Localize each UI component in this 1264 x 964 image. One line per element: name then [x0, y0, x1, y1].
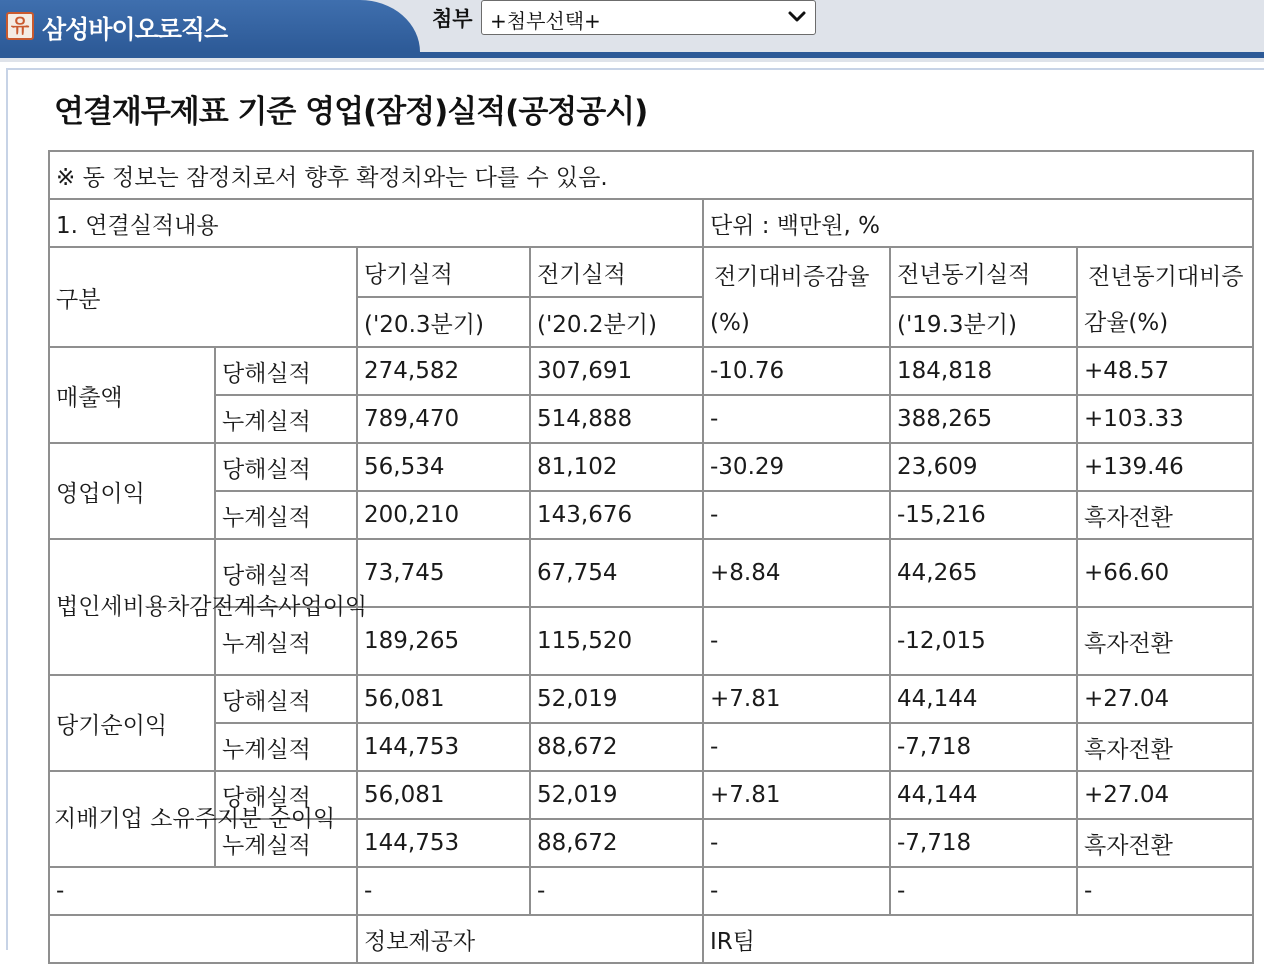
row-type: 누계실적: [215, 723, 357, 771]
row-type: 누계실적: [215, 607, 357, 675]
cell-last-year: -12,015: [890, 607, 1077, 675]
cell-yoy: 흑자전환: [1077, 819, 1253, 867]
cell-previous: 88,672: [530, 723, 703, 771]
cell-yoy: 흑자전환: [1077, 607, 1253, 675]
header-divider: [0, 52, 1264, 58]
cell-yoy: +66.60: [1077, 539, 1253, 607]
notice-cell: ※ 동 정보는 잠정치로서 향후 확정치와는 다를 수 있음.: [49, 151, 1253, 199]
notice-row: [49, 151, 1253, 199]
chevron-down-icon: [788, 8, 806, 26]
cell-qoq: +7.81: [703, 675, 890, 723]
cell-yoy: +27.04: [1077, 771, 1253, 819]
empty-current: -: [357, 867, 530, 915]
results-table: [48, 150, 1254, 964]
row-label: 지배기업 소유주지분 순이익: [49, 771, 215, 867]
cell-previous: 52,019: [530, 675, 703, 723]
provider-value: IR팀: [703, 915, 1253, 963]
provider-row: [49, 915, 1253, 963]
cell-qoq: +7.81: [703, 771, 890, 819]
company-name[interactable]: 삼성바이오로직스: [42, 15, 228, 44]
row-type: 당해실적: [215, 443, 357, 491]
cell-yoy: 흑자전환: [1077, 491, 1253, 539]
cell-qoq: -30.29: [703, 443, 890, 491]
header-last-year-period: ('19.3분기): [890, 297, 1077, 347]
cell-previous: 115,520: [530, 607, 703, 675]
row-label: 매출액: [49, 347, 215, 443]
header-current-period: ('20.3분기): [357, 297, 530, 347]
header-previous: 전기실적: [530, 247, 703, 297]
row-type: 누계실적: [215, 395, 357, 443]
attach-select-value: +첨부선택+: [490, 9, 601, 33]
cell-previous: 88,672: [530, 819, 703, 867]
table-row: [49, 491, 1253, 539]
cell-qoq: -: [703, 607, 890, 675]
row-label: 영업이익: [49, 443, 215, 539]
table-row: [49, 771, 1253, 819]
cell-last-year: 23,609: [890, 443, 1077, 491]
row-type: 당해실적: [215, 771, 357, 819]
cell-qoq: -: [703, 723, 890, 771]
cell-last-year: -7,718: [890, 819, 1077, 867]
cell-previous: 81,102: [530, 443, 703, 491]
top-bar: [0, 0, 1264, 62]
cell-last-year: 184,818: [890, 347, 1077, 395]
cell-yoy: +27.04: [1077, 675, 1253, 723]
cell-last-year: 44,144: [890, 771, 1077, 819]
row-label: 법인세비용차감전계속사업이익: [49, 539, 215, 675]
header-yoy: [1077, 247, 1253, 347]
row-type: 누계실적: [215, 491, 357, 539]
header-current: 당기실적: [357, 247, 530, 297]
cell-current: 56,081: [357, 675, 530, 723]
cell-qoq: -: [703, 819, 890, 867]
cell-qoq: -: [703, 395, 890, 443]
cell-current: 200,210: [357, 491, 530, 539]
row-type: 당해실적: [215, 675, 357, 723]
provider-blank: [49, 915, 357, 963]
cell-last-year: 44,265: [890, 539, 1077, 607]
cell-qoq: -10.76: [703, 347, 890, 395]
cell-previous: 307,691: [530, 347, 703, 395]
cell-previous: 52,019: [530, 771, 703, 819]
header-last-year: 전년동기실적: [890, 247, 1077, 297]
row-type: 당해실적: [215, 539, 357, 607]
table-row: [49, 539, 1253, 607]
company-tab: [0, 0, 420, 52]
cell-yoy: 흑자전환: [1077, 723, 1253, 771]
cell-current: 189,265: [357, 607, 530, 675]
cell-last-year: 388,265: [890, 395, 1077, 443]
header-yoy-top: 전년동기대비증: [1088, 264, 1244, 290]
header-qoq-bottom: (%): [710, 310, 750, 336]
cell-yoy: +139.46: [1077, 443, 1253, 491]
cell-current: 274,582: [357, 347, 530, 395]
cell-qoq: -: [703, 491, 890, 539]
cell-previous: 67,754: [530, 539, 703, 607]
section-cell: 1. 연결실적내용: [49, 199, 703, 247]
empty-row: [49, 867, 1253, 915]
attach-select[interactable]: [481, 0, 816, 35]
table-row: [49, 443, 1253, 491]
header-qoq: [703, 247, 890, 347]
header-row-1: [49, 247, 1253, 297]
empty-label: -: [49, 867, 357, 915]
cell-current: 144,753: [357, 723, 530, 771]
cell-current: 73,745: [357, 539, 530, 607]
provider-label: 정보제공자: [357, 915, 703, 963]
empty-previous: -: [530, 867, 703, 915]
section-row: [49, 199, 1253, 247]
row-label: 당기순이익: [49, 675, 215, 771]
cell-last-year: 44,144: [890, 675, 1077, 723]
header-category: 구분: [49, 247, 357, 347]
table-row: [49, 723, 1253, 771]
row-type: 당해실적: [215, 347, 357, 395]
cell-previous: 514,888: [530, 395, 703, 443]
unit-cell: 단위 : 백만원, %: [703, 199, 1253, 247]
cell-previous: 143,676: [530, 491, 703, 539]
table-row: [49, 347, 1253, 395]
market-badge-icon: 유: [6, 12, 34, 40]
table-row: [49, 395, 1253, 443]
cell-yoy: +48.57: [1077, 347, 1253, 395]
cell-last-year: -15,216: [890, 491, 1077, 539]
header-qoq-top: 전기대비증감율: [714, 264, 870, 290]
cell-yoy: +103.33: [1077, 395, 1253, 443]
cell-current: 56,081: [357, 771, 530, 819]
empty-last-year: -: [890, 867, 1077, 915]
attach-label: 첨부: [432, 7, 473, 31]
empty-yoy: -: [1077, 867, 1253, 915]
table-row: [49, 819, 1253, 867]
header-yoy-bottom: 감율(%): [1084, 310, 1169, 336]
cell-current: 144,753: [357, 819, 530, 867]
document-title: 연결재무제표 기준 영업(잠정)실적(공정공시): [54, 94, 648, 130]
cell-current: 56,534: [357, 443, 530, 491]
cell-qoq: +8.84: [703, 539, 890, 607]
header-previous-period: ('20.2분기): [530, 297, 703, 347]
row-type: 누계실적: [215, 819, 357, 867]
cell-last-year: -7,718: [890, 723, 1077, 771]
cell-current: 789,470: [357, 395, 530, 443]
table-row: [49, 675, 1253, 723]
empty-qoq: -: [703, 867, 890, 915]
